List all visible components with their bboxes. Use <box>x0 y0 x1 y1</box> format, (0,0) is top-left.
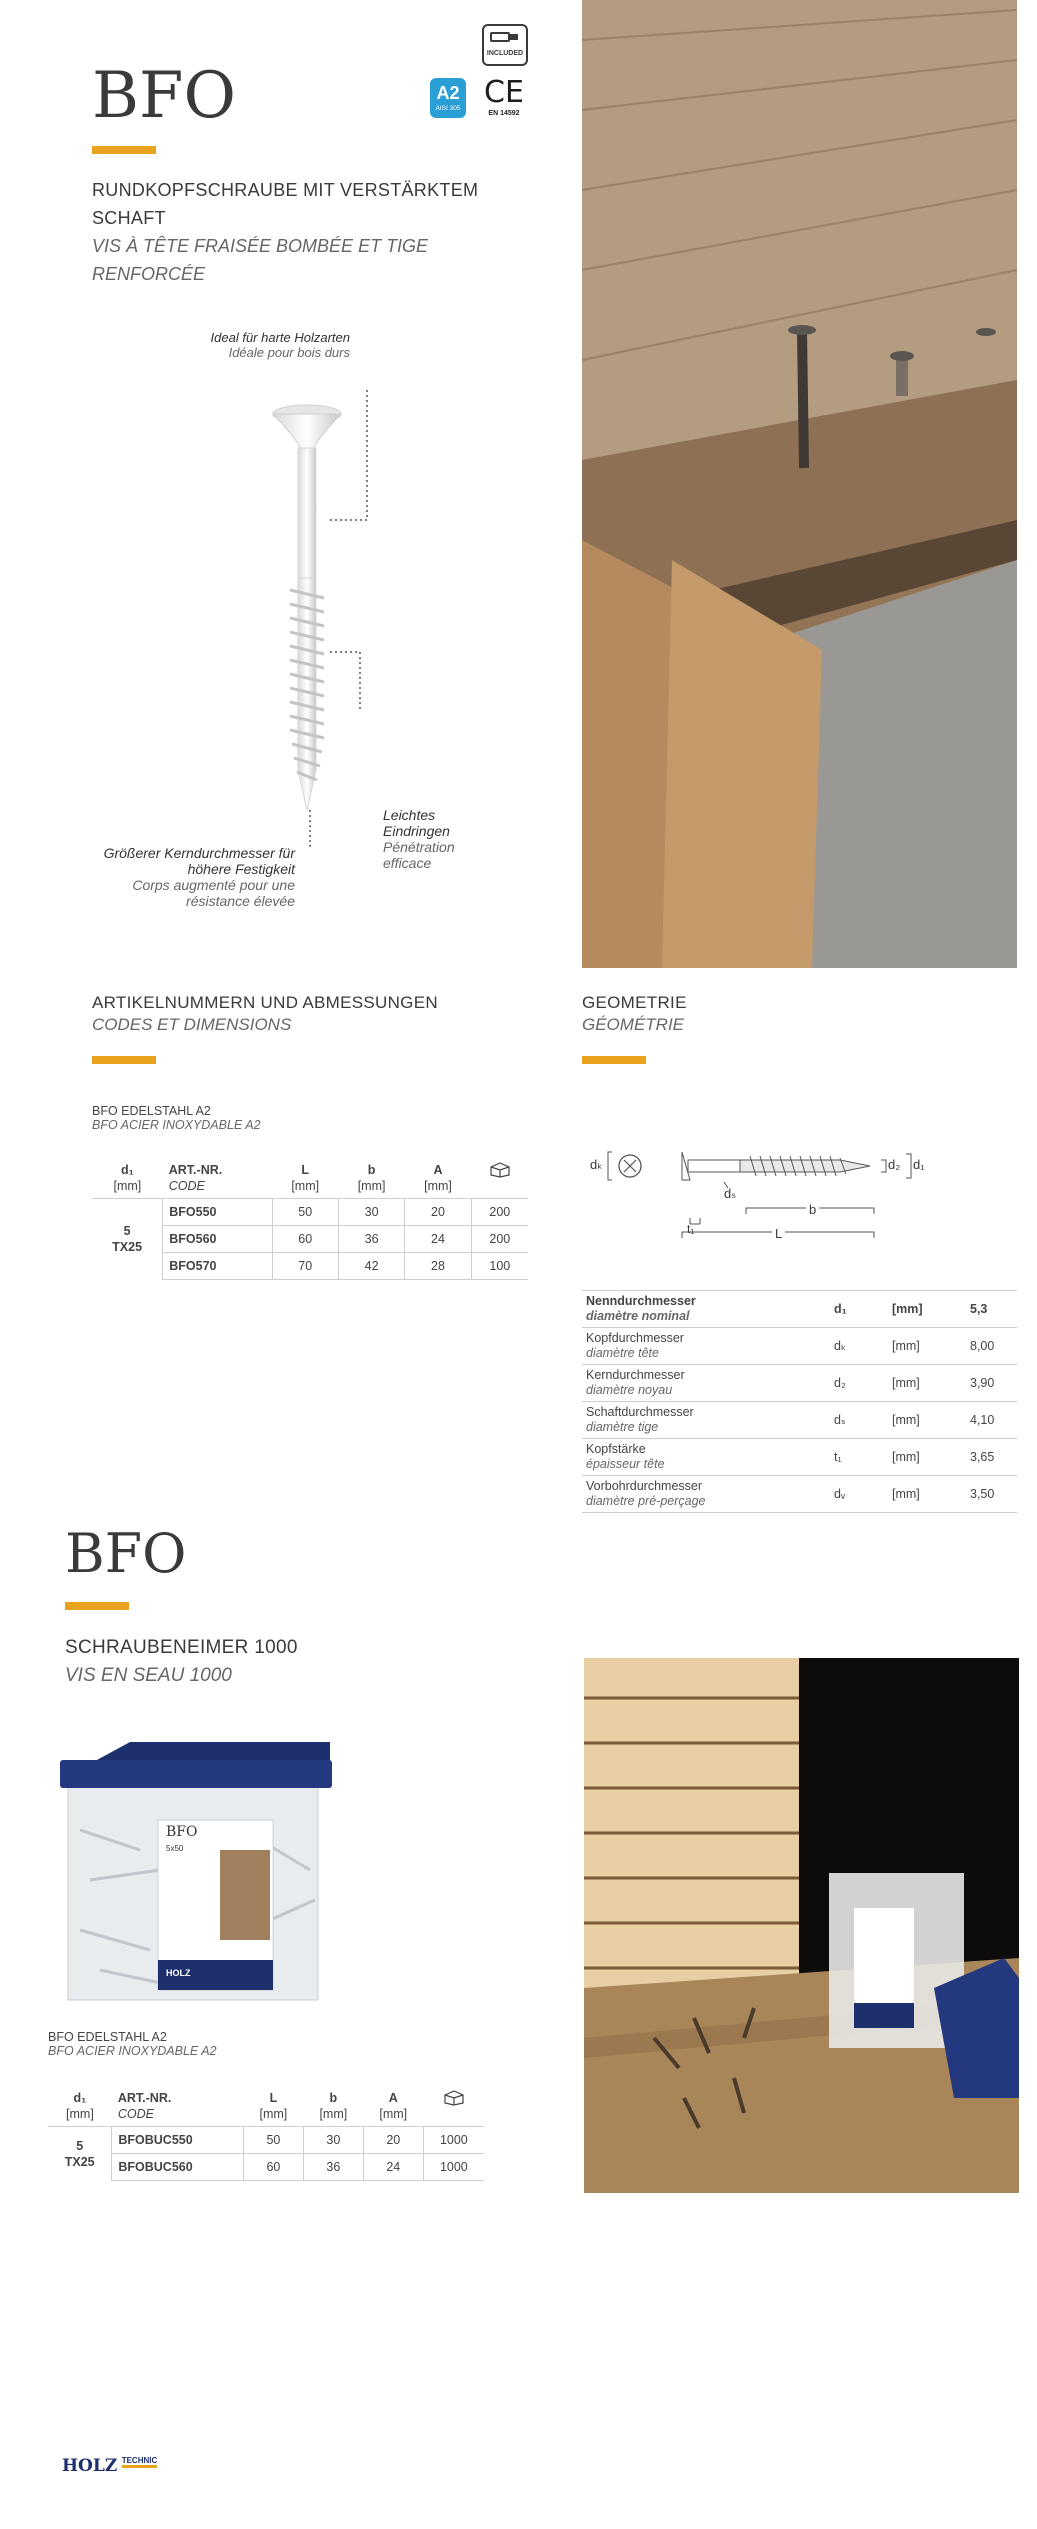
bucket-table <box>48 2086 484 2181</box>
bucket-table-header: d₁ [mm] ART.-NR. CODE L [mm] b [mm] A [mm] <box>48 2086 484 2127</box>
footer-logo-main: HOLZ <box>62 2456 118 2476</box>
bucket-graphic <box>30 1720 390 2010</box>
table-row: Kopfstärke épaisseur tête t₁ [mm] 3,65 <box>582 1439 1017 1476</box>
ce-mark: CE EN 14592 <box>484 75 524 117</box>
box-icon <box>489 1162 511 1178</box>
bucket-product-image <box>30 1720 390 2010</box>
bucket-label-size: 5x50 <box>166 1844 184 1853</box>
table-row: 5 TX25 BFO550 50 30 20 200 <box>92 1199 528 1226</box>
table-row: BFO560 60 36 24 200 <box>92 1226 528 1253</box>
codes-heading: ARTIKELNUMMERN UND ABMESSUNGEN CODES ET DIMENSIONS <box>92 993 438 1034</box>
bucket-scene <box>584 1658 1019 2193</box>
product-heading <box>92 176 532 288</box>
included-badge: INCLUDED <box>482 24 528 66</box>
label-b: b <box>806 1202 819 1217</box>
footer-logo <box>62 2456 157 2480</box>
screw-graphic <box>90 390 530 850</box>
bucket-label-brand: HOLZ <box>166 1968 191 1978</box>
geometry-diagram <box>578 1130 1018 1250</box>
label-d1: d₁ <box>913 1157 925 1172</box>
bucket-title-underline <box>65 1602 129 1610</box>
label-t1: t₁ <box>687 1222 695 1236</box>
page-title: BFO <box>92 59 236 133</box>
geometry-drawing <box>578 1130 1018 1250</box>
bucket-heading: SCHRAUBENEIMER 1000 VIS EN SEAU 1000 <box>65 1637 298 1686</box>
geometry-heading: GEOMETRIE GÉOMÉTRIE <box>582 993 687 1034</box>
deck-scene <box>582 0 1017 968</box>
product-heading-fr: VIS À TÊTE FRAISÉE BOMBÉE ET TIGE RENFORCÉE <box>92 236 429 284</box>
callout-hardwood: Ideal für harte Holzarten Idéale pour bois durs <box>210 330 350 360</box>
table-row: 5 TX25 BFOBUC550 50 30 20 1000 <box>48 2127 484 2154</box>
table-row: Schaftdurchmesser diamètre tige dₛ [mm] 4,10 <box>582 1402 1017 1439</box>
box-icon <box>443 2090 465 2106</box>
codes-material: BFO EDELSTAHL A2 BFO ACIER INOXYDABLE A2 <box>92 1104 261 1132</box>
bucket-material: BFO EDELSTAHL A2 BFO ACIER INOXYDABLE A2 <box>48 2030 217 2058</box>
table-row: Kerndurchmesser diamètre noyau d₂ [mm] 3,90 <box>582 1365 1017 1402</box>
table-row: BFO570 70 42 28 100 <box>92 1253 528 1280</box>
title-underline <box>92 146 156 154</box>
table-row: Vorbohrdurchmesser diamètre pré-perçage dᵥ [mm] 3,50 <box>582 1476 1017 1513</box>
label-dk: dₖ <box>590 1157 603 1172</box>
geometry-table <box>582 1290 1017 1513</box>
bucket-label-title: BFO <box>166 1824 198 1840</box>
a2-badge: A2 AISI 305 <box>430 78 466 118</box>
bucket-scene-photo <box>584 1658 1019 2193</box>
screw-illustration <box>90 390 530 850</box>
product-heading-de: RUNDKOPFSCHRAUBE MIT VERSTÄRKTEM SCHAFT <box>92 180 479 228</box>
footer-logo-suffix: TECHNIC <box>122 2456 158 2468</box>
codes-table-header: d₁ [mm] ART.-NR. CODE L [mm] b [mm] A [mm] <box>92 1158 528 1199</box>
codes-underline <box>92 1056 156 1064</box>
table-row: Kopfdurchmesser diamètre tête dₖ [mm] 8,00 <box>582 1328 1017 1365</box>
callout-penetration: Leichtes Eindringen Pénétration efficace <box>383 807 455 871</box>
table-row: BFOBUC560 60 36 24 1000 <box>48 2154 484 2181</box>
codes-table <box>92 1158 528 1280</box>
bit-icon <box>490 30 520 44</box>
label-L: L <box>772 1226 785 1241</box>
bucket-title: BFO <box>65 1522 187 1585</box>
label-d2: d₂ <box>888 1157 901 1172</box>
geometry-header-row: Nenndurchmesser diamètre nominal d₁ [mm] 5,3 <box>582 1291 1017 1328</box>
deck-photo <box>582 0 1017 968</box>
callout-core: Größerer Kerndurchmesser für höhere Festigkeit Corps augmenté pour une résistance élevée <box>103 845 295 909</box>
label-ds: dₛ <box>724 1186 737 1201</box>
geometry-underline <box>582 1056 646 1064</box>
